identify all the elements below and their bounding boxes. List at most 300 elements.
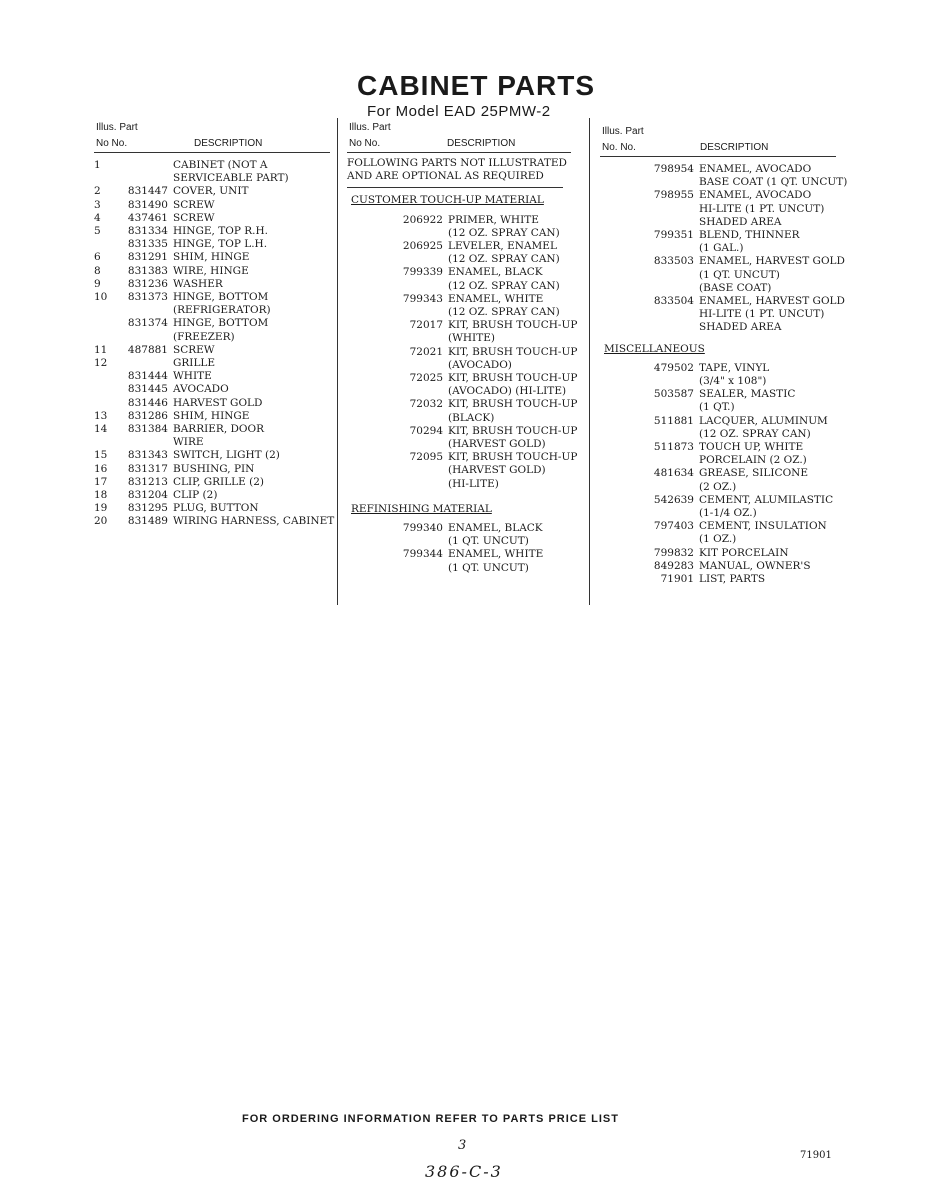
- description-line: TOUCH UP, WHITE: [699, 441, 804, 454]
- parts-column-3: [600, 125, 848, 586]
- part-description: [173, 344, 330, 357]
- part-row: [600, 467, 836, 493]
- part-number: 72032: [409, 398, 443, 411]
- part-description: [173, 265, 330, 278]
- description-line: (3/4" x 108"): [699, 375, 767, 388]
- description-line: PLUG, BUTTON: [173, 502, 259, 515]
- parts-list: [347, 522, 571, 575]
- part-row: [347, 522, 571, 548]
- description-label: DESCRIPTION: [700, 142, 769, 153]
- illus-number: [94, 397, 116, 410]
- part-row: [94, 489, 330, 502]
- part-number: 831374: [127, 317, 168, 330]
- part-description: [173, 410, 330, 423]
- description-line: (1 GAL.): [699, 242, 744, 255]
- description-line: WIRE: [173, 436, 204, 449]
- part-number: 799832: [653, 546, 694, 559]
- part-description: [173, 423, 330, 449]
- illus-number: [347, 293, 369, 319]
- part-description: [173, 476, 330, 489]
- part-description: [699, 255, 845, 295]
- parts-column-1: [94, 121, 335, 529]
- description-line: CABINET (NOT A: [173, 159, 268, 171]
- part-number: 833504: [653, 295, 694, 308]
- illus-number: 2: [94, 185, 101, 198]
- part-row: [347, 345, 578, 372]
- part-description: [173, 449, 330, 462]
- description-line: (1 QT. UNCUT): [699, 268, 780, 281]
- part-description: [448, 522, 571, 548]
- description-line: LEVELER, ENAMEL: [448, 240, 557, 253]
- part-number: 849283: [653, 559, 694, 572]
- description-line: TAPE, VINYL: [699, 361, 770, 374]
- description-line: (FREEZER): [173, 330, 235, 343]
- part-description: [699, 467, 836, 493]
- part-number: 206925: [402, 240, 443, 253]
- illus-number: [347, 214, 369, 240]
- description-line: HINGE, TOP R.H.: [173, 225, 268, 238]
- description-line: (HI-LITE): [448, 477, 499, 490]
- description-line: KIT, BRUSH TOUCH-UP: [448, 451, 578, 464]
- part-row: [600, 362, 836, 388]
- part-description: [699, 441, 836, 467]
- part-number: 831204: [127, 489, 168, 502]
- part-number: 831213: [127, 475, 168, 488]
- illus-number: 11: [94, 343, 108, 356]
- part-number: 72095: [409, 451, 443, 464]
- description-line: LACQUER, ALUMINUM: [699, 414, 828, 427]
- illus-number: 3: [94, 198, 101, 211]
- part-row: [94, 238, 330, 251]
- section-title-miscellaneous: MISCELLANEOUS: [604, 342, 705, 355]
- no-no-label: No. No.: [602, 142, 636, 153]
- part-number: 72017: [409, 319, 443, 332]
- part-row: [94, 317, 330, 343]
- description-line: (12 OZ. SPRAY CAN): [448, 279, 560, 292]
- part-row: [600, 573, 836, 586]
- description-line: SHIM, HINGE: [173, 409, 250, 422]
- part-row: [600, 560, 836, 573]
- part-description: [173, 489, 330, 502]
- illus-number: [600, 388, 622, 414]
- column-header: [347, 121, 571, 155]
- description-line: (HARVEST GOLD): [448, 464, 546, 477]
- no-no-label: No No.: [96, 138, 128, 149]
- description-line: CEMENT, INSULATION: [699, 520, 827, 533]
- illus-number: [600, 547, 622, 560]
- description-line: (BASE COAT): [699, 281, 772, 294]
- part-number: 799344: [402, 548, 443, 561]
- illus-number: [347, 451, 369, 491]
- description-line: LIST, PARTS: [699, 573, 766, 586]
- part-description: [448, 346, 577, 372]
- intro-note: [347, 157, 571, 183]
- part-row: [347, 398, 578, 424]
- illus-number: [94, 317, 116, 343]
- description-line: WIRING HARNESS, CABINET: [173, 515, 335, 528]
- illus-part-label: Illus. Part: [349, 122, 391, 133]
- parts-list: [347, 213, 578, 491]
- description-line: HINGE, BOTTOM: [173, 291, 269, 304]
- description-line: AVOCADO: [173, 383, 229, 396]
- illus-number: [94, 238, 116, 251]
- part-number: 70294: [409, 424, 443, 437]
- part-number: [116, 159, 173, 185]
- part-number: 797403: [653, 520, 694, 533]
- illus-number: [94, 370, 116, 383]
- description-label: DESCRIPTION: [447, 138, 516, 149]
- part-description: [173, 159, 330, 185]
- description-line: PORCELAIN (2 OZ.): [699, 454, 807, 467]
- part-description: [699, 520, 836, 546]
- part-number: 831447: [127, 185, 168, 198]
- part-number: 206922: [402, 213, 443, 226]
- part-number: 799343: [402, 292, 443, 305]
- part-number: 831445: [127, 383, 168, 396]
- illus-number: [600, 494, 622, 520]
- illus-number: [347, 240, 369, 266]
- part-description: [173, 383, 330, 396]
- part-row: [94, 185, 330, 198]
- part-row: [94, 199, 330, 212]
- illus-number: 12: [94, 357, 108, 370]
- part-description: [448, 425, 577, 451]
- illus-number: [94, 383, 116, 396]
- illus-number: [600, 520, 622, 546]
- part-row: [600, 388, 836, 414]
- part-row: [600, 494, 836, 520]
- description-line: (AVOCADO): [448, 358, 512, 371]
- part-number: 72021: [409, 345, 443, 358]
- column-header: [600, 125, 836, 159]
- description-line: HINGE, BOTTOM: [173, 317, 269, 330]
- part-number: 437461: [127, 211, 168, 224]
- part-description: [448, 398, 577, 424]
- part-row: [600, 547, 836, 560]
- part-description: [448, 214, 571, 240]
- part-row: [94, 357, 330, 370]
- part-number: 831373: [127, 291, 168, 304]
- part-description: [173, 502, 330, 515]
- description-line: ENAMEL, HARVEST GOLD: [699, 255, 845, 268]
- description-line: WIRE, HINGE: [173, 264, 249, 277]
- description-line: BARRIER, DOOR: [173, 423, 265, 436]
- part-number: 503587: [653, 388, 694, 401]
- description-line: HI-LITE (1 PT. UNCUT): [699, 202, 825, 215]
- part-description: [173, 515, 334, 528]
- intro-rule: [347, 187, 563, 188]
- description-line: ENAMEL, HARVEST GOLD: [699, 295, 845, 308]
- part-description: [173, 212, 330, 225]
- part-description: [173, 317, 330, 343]
- description-line: SHADED AREA: [699, 215, 782, 228]
- part-number: [116, 357, 173, 370]
- description-line: KIT, BRUSH TOUCH-UP: [448, 345, 578, 358]
- description-line: (12 OZ. SPRAY CAN): [448, 306, 560, 319]
- part-description: [173, 251, 330, 264]
- part-row: [94, 265, 330, 278]
- description-line: (2 OZ.): [699, 480, 737, 493]
- part-row: [94, 410, 330, 423]
- description-line: CEMENT, ALUMILASTIC: [699, 493, 834, 506]
- part-row: [94, 225, 330, 238]
- part-row: [94, 476, 330, 489]
- description-line: (1 OZ.): [699, 533, 737, 546]
- part-description: [448, 451, 577, 491]
- description-line: ENAMEL, BLACK: [448, 266, 543, 279]
- part-number: 833503: [653, 255, 694, 268]
- description-line: SHADED AREA: [699, 321, 782, 334]
- part-number: 798954: [653, 163, 694, 175]
- page-code: 71901: [800, 1150, 832, 1161]
- part-row: [347, 293, 571, 319]
- description-line: WASHER: [173, 277, 223, 290]
- part-description: [448, 240, 571, 266]
- description-line: BUSHING, PIN: [173, 462, 255, 475]
- description-line: ENAMEL, AVOCADO: [699, 189, 812, 202]
- illus-number: 5: [94, 225, 101, 238]
- description-line: (HARVEST GOLD): [448, 438, 546, 451]
- illus-number: [347, 398, 369, 424]
- header-rule: [347, 152, 571, 153]
- description-line: ENAMEL, BLACK: [448, 522, 543, 535]
- part-number: 487881: [127, 343, 168, 356]
- part-number: 831295: [127, 502, 168, 515]
- part-description: [699, 415, 836, 441]
- part-description: [173, 278, 330, 291]
- description-line: (WHITE): [448, 332, 495, 345]
- illus-number: [600, 573, 622, 586]
- illus-number: [347, 346, 369, 372]
- illus-number: [600, 441, 622, 467]
- part-number: 798955: [653, 189, 694, 202]
- illus-number: 16: [94, 462, 108, 475]
- part-number: 831334: [127, 225, 168, 238]
- part-row: [600, 415, 836, 441]
- part-number: 511873: [653, 441, 694, 454]
- part-description: [448, 266, 571, 292]
- part-row: [600, 255, 845, 295]
- illus-number: 1: [94, 159, 101, 171]
- illus-part-label: Illus. Part: [96, 122, 138, 133]
- part-number: 72025: [409, 372, 443, 385]
- illus-number: 9: [94, 277, 101, 290]
- description-line: ENAMEL, WHITE: [448, 292, 544, 305]
- part-number: 831236: [127, 277, 168, 290]
- part-number: 799351: [653, 229, 694, 242]
- part-row: [347, 372, 578, 398]
- part-description: [448, 319, 577, 345]
- part-number: 831490: [127, 198, 168, 211]
- part-row: [94, 383, 330, 396]
- description-line: KIT, BRUSH TOUCH-UP: [448, 372, 578, 385]
- description-line: HINGE, TOP L.H.: [173, 238, 268, 251]
- part-description: [448, 548, 571, 574]
- part-number: 831317: [127, 462, 168, 475]
- part-row: [600, 295, 845, 335]
- description-line: (BLACK): [448, 411, 495, 424]
- illus-part-label: Illus. Part: [602, 126, 644, 137]
- handwritten-mark: 3: [458, 1138, 467, 1153]
- illus-number: 18: [94, 489, 108, 502]
- part-number: 831383: [127, 264, 168, 277]
- description-line: (REFRIGERATOR): [173, 304, 271, 317]
- illus-number: 4: [94, 211, 101, 224]
- part-row: [94, 278, 330, 291]
- description-line: CLIP (2): [173, 489, 218, 502]
- parts-column-2: [347, 121, 578, 575]
- illus-number: [600, 255, 622, 295]
- part-number: 831384: [127, 423, 168, 436]
- part-row: [347, 240, 571, 266]
- header-rule: [600, 156, 836, 157]
- part-description: [699, 229, 836, 255]
- illus-number: 20: [94, 515, 108, 528]
- part-description: [173, 370, 330, 383]
- part-number: 71901: [660, 573, 694, 586]
- part-description: [173, 238, 330, 251]
- description-line: (1 QT.): [699, 401, 735, 414]
- description-line: GREASE, SILICONE: [699, 467, 809, 480]
- part-description: [699, 573, 836, 586]
- part-number: 542639: [653, 493, 694, 506]
- description-line: ENAMEL, AVOCADO: [699, 163, 812, 175]
- description-line: (1 QT. UNCUT): [448, 561, 529, 574]
- part-row: [94, 251, 330, 264]
- part-description: [699, 388, 836, 414]
- part-description: [173, 357, 330, 370]
- section-title-refinishing: REFINISHING MATERIAL: [351, 502, 492, 515]
- column-divider-2: [589, 118, 590, 605]
- description-line: GRILLE: [173, 357, 216, 370]
- part-row: [600, 229, 836, 255]
- part-number: 831291: [127, 251, 168, 264]
- part-row: [347, 451, 578, 491]
- part-number: 831489: [127, 515, 168, 528]
- description-line: (12 OZ. SPRAY CAN): [448, 253, 560, 266]
- part-description: [699, 362, 836, 388]
- illus-number: 13: [94, 409, 108, 422]
- illus-number: 14: [94, 423, 108, 436]
- model-subtitle: For Model EAD 25PMW-2: [367, 103, 551, 120]
- illus-number: [600, 362, 622, 388]
- illus-number: [600, 189, 622, 229]
- part-row: [347, 319, 578, 345]
- description-line: KIT, BRUSH TOUCH-UP: [448, 424, 578, 437]
- part-row: [347, 266, 571, 292]
- part-row: [94, 449, 330, 462]
- part-row: [94, 291, 330, 317]
- description-line: (1 QT. UNCUT): [448, 535, 529, 548]
- description-line: WHITE: [173, 370, 212, 383]
- page-title: CABINET PARTS: [357, 70, 596, 101]
- illus-number: [347, 319, 369, 345]
- part-description: [699, 163, 847, 189]
- description-line: KIT PORCELAIN: [699, 546, 789, 559]
- description-line: SHIM, HINGE: [173, 251, 250, 264]
- illus-number: 10: [94, 291, 108, 304]
- part-row: [600, 163, 848, 189]
- part-description: [699, 494, 836, 520]
- part-row: [94, 397, 330, 410]
- description-line: MANUAL, OWNER'S: [699, 559, 811, 572]
- description-line: (12 OZ. SPRAY CAN): [448, 226, 560, 239]
- illus-number: 17: [94, 475, 108, 488]
- illus-number: [347, 425, 369, 451]
- part-row: [94, 344, 330, 357]
- description-label: DESCRIPTION: [194, 138, 263, 149]
- header-rule: [94, 152, 330, 153]
- part-description: [699, 189, 836, 229]
- part-description: [173, 397, 330, 410]
- part-row: [347, 214, 571, 240]
- illus-number: [347, 522, 369, 548]
- description-line: SWITCH, LIGHT (2): [173, 449, 280, 462]
- illus-number: 6: [94, 251, 101, 264]
- description-line: SCREW: [173, 343, 215, 356]
- part-number: 799340: [402, 522, 443, 535]
- part-number: 511881: [653, 414, 694, 427]
- part-number: 831286: [127, 409, 168, 422]
- part-description: [173, 199, 330, 212]
- illus-number: [600, 560, 622, 573]
- parts-list: [600, 163, 848, 335]
- description-line: BLEND, THINNER: [699, 229, 800, 242]
- part-row: [600, 189, 836, 229]
- illus-number: [347, 372, 369, 398]
- part-description: [173, 463, 330, 476]
- part-row: [600, 441, 836, 467]
- description-line: CLIP, GRILLE (2): [173, 475, 265, 488]
- illus-number: 15: [94, 449, 108, 462]
- part-row: [94, 370, 330, 383]
- description-line: HI-LITE (1 PT. UNCUT): [699, 308, 825, 321]
- illus-number: [347, 548, 369, 574]
- description-line: (AVOCADO) (HI-LITE): [448, 385, 567, 398]
- part-row: [600, 520, 836, 546]
- part-number: 831343: [127, 449, 168, 462]
- description-line: PRIMER, WHITE: [448, 213, 539, 226]
- part-row: [94, 423, 330, 449]
- description-line: COVER, UNIT: [173, 185, 249, 198]
- description-line: SCREW: [173, 211, 215, 224]
- column-header: [94, 121, 330, 155]
- description-line: BASE COAT (1 QT. UNCUT): [699, 176, 848, 189]
- part-description: [699, 295, 845, 335]
- part-description: [448, 372, 577, 398]
- part-row: [347, 424, 578, 451]
- part-description: [699, 560, 836, 573]
- part-number: 479502: [653, 361, 694, 374]
- part-description: [173, 291, 330, 317]
- description-line: SERVICEABLE PART): [173, 172, 289, 185]
- description-line: (12 OZ. SPRAY CAN): [699, 427, 811, 440]
- part-row: [94, 463, 330, 476]
- illus-number: [600, 163, 622, 189]
- illus-number: [347, 266, 369, 292]
- description-line: HARVEST GOLD: [173, 396, 263, 409]
- part-description: [173, 185, 330, 198]
- description-line: KIT, BRUSH TOUCH-UP: [448, 319, 578, 332]
- part-row: [94, 212, 330, 225]
- illus-number: [600, 295, 622, 335]
- part-description: [699, 547, 836, 560]
- part-description: [448, 293, 571, 319]
- intro-line: FOLLOWING PARTS NOT ILLUSTRATED: [347, 157, 567, 169]
- illus-number: [600, 229, 622, 255]
- part-row: [94, 515, 335, 528]
- section-title-touch-up: CUSTOMER TOUCH-UP MATERIAL: [351, 194, 544, 207]
